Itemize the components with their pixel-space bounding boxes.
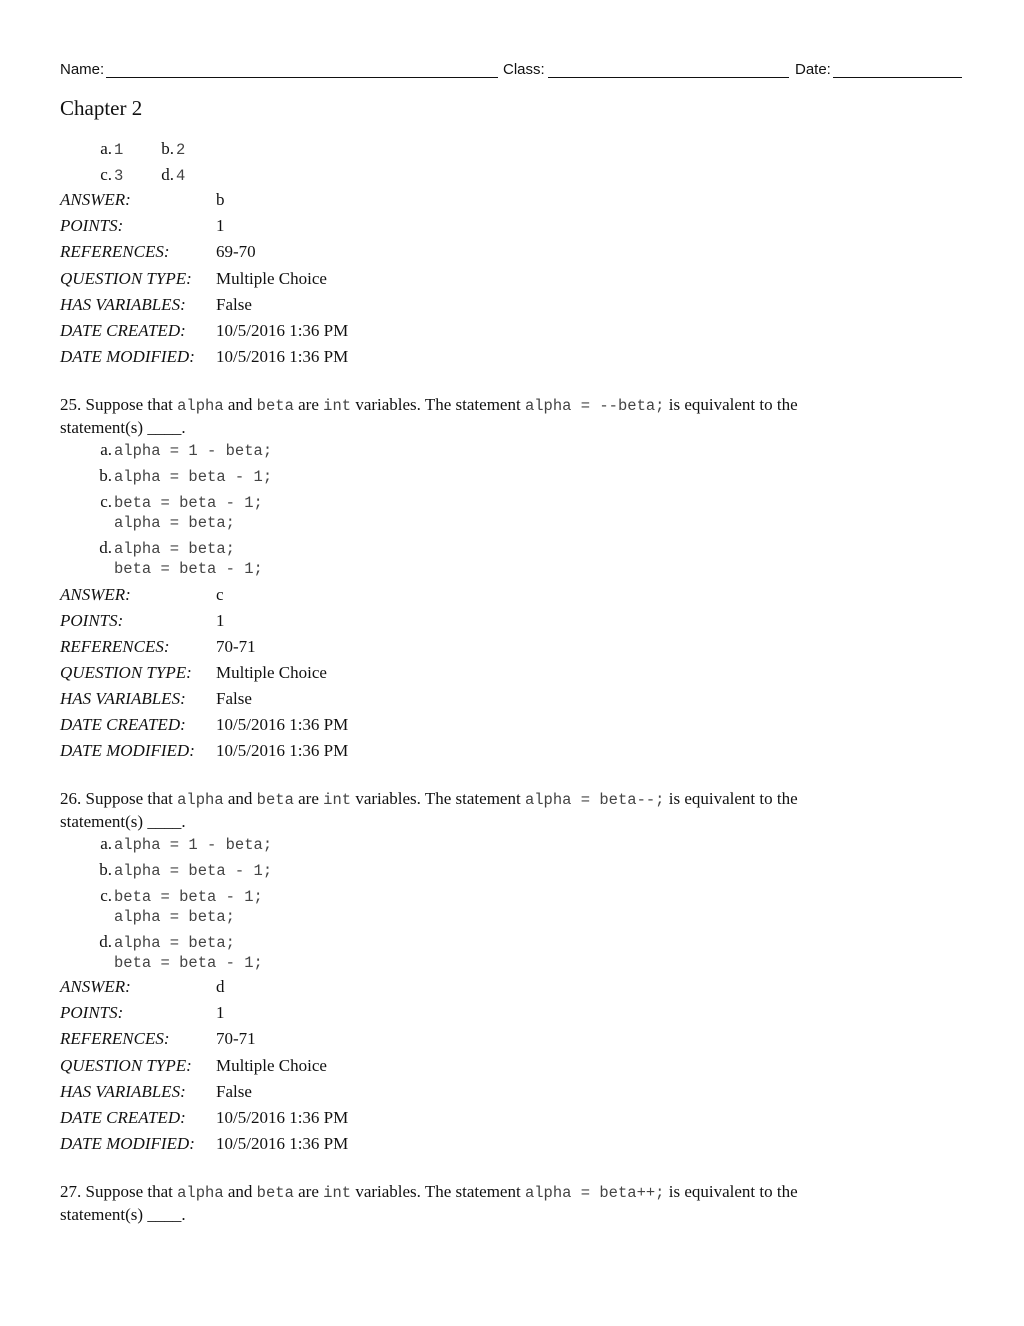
question-27	[60, 1181, 960, 1225]
date-label: Date:	[795, 61, 831, 78]
references-label: REFERENCES:	[60, 1029, 170, 1048]
date-modified-value: 10/5/2016 1:36 PM	[216, 347, 349, 366]
q24-option-a: a. 1	[100, 139, 124, 159]
points-label: POINTS:	[60, 216, 124, 235]
q25-option-c: c. beta = beta - 1; alpha = beta;	[100, 492, 263, 532]
q24-option-c: c. 3	[100, 165, 124, 185]
chapter-title: Chapter 2	[60, 96, 143, 120]
has-variables-label: HAS VARIABLES:	[60, 1082, 186, 1101]
question-type-label: QUESTION TYPE:	[60, 663, 192, 682]
has-variables-value: False	[216, 1082, 252, 1101]
question-26-stem-line2: statement(s) ____.	[60, 812, 186, 831]
question-type-label: QUESTION TYPE:	[60, 1056, 192, 1075]
has-variables-value: False	[216, 295, 252, 314]
points-label: POINTS:	[60, 1003, 124, 1022]
date-modified-value: 10/5/2016 1:36 PM	[216, 1134, 349, 1153]
references-value: 69-70	[216, 242, 256, 261]
date-modified-label: DATE MODIFIED:	[60, 741, 195, 760]
answer-value: d	[216, 977, 225, 996]
date-modified-value: 10/5/2016 1:36 PM	[216, 741, 349, 760]
answer-label: ANSWER:	[60, 190, 131, 209]
has-variables-label: HAS VARIABLES:	[60, 689, 186, 708]
class-line	[548, 77, 789, 78]
q25-option-b: b. alpha = beta - 1;	[99, 466, 273, 486]
references-label: REFERENCES:	[60, 242, 170, 261]
q24-option-b: b. 2	[161, 139, 186, 159]
has-variables-value: False	[216, 689, 252, 708]
date-modified-label: DATE MODIFIED:	[60, 347, 195, 366]
q24-option-d: d. 4	[161, 165, 186, 185]
name-line	[106, 77, 498, 78]
references-value: 70-71	[216, 637, 256, 656]
q25-option-d: d. alpha = beta; beta = beta - 1;	[99, 538, 263, 578]
date-created-value: 10/5/2016 1:36 PM	[216, 321, 349, 340]
q26-option-c: c. beta = beta - 1; alpha = beta;	[100, 886, 263, 926]
q26-option-a: a. alpha = 1 - beta;	[100, 834, 273, 854]
question-type-label: QUESTION TYPE:	[60, 269, 192, 288]
question-type-value: Multiple Choice	[216, 269, 327, 288]
points-value: 1	[216, 1003, 225, 1022]
has-variables-label: HAS VARIABLES:	[60, 295, 186, 314]
q26-option-b: b. alpha = beta - 1;	[99, 860, 273, 880]
question-27-stem: 27. Suppose that alpha and beta are int variables. The statement alpha = beta++; is equivalent to the	[60, 1182, 798, 1202]
class-label: Class:	[503, 61, 545, 78]
answer-value: c	[216, 585, 224, 604]
question-25-stem-line2: statement(s) ____.	[60, 418, 186, 437]
points-value: 1	[216, 216, 225, 235]
date-created-label: DATE CREATED:	[60, 715, 186, 734]
references-label: REFERENCES:	[60, 637, 170, 656]
question-type-value: Multiple Choice	[216, 1056, 327, 1075]
points-value: 1	[216, 611, 225, 630]
question-26-stem: 26. Suppose that alpha and beta are int variables. The statement alpha = beta--; is equivalent to the	[60, 789, 798, 809]
date-modified-label: DATE MODIFIED:	[60, 1134, 195, 1153]
question-type-value: Multiple Choice	[216, 663, 327, 682]
answer-value: b	[216, 190, 225, 209]
answer-label: ANSWER:	[60, 977, 131, 996]
question-27-stem-line2: statement(s) ____.	[60, 1205, 186, 1224]
name-label: Name:	[60, 61, 105, 78]
date-created-label: DATE CREATED:	[60, 321, 186, 340]
date-created-value: 10/5/2016 1:36 PM	[216, 715, 349, 734]
date-line	[833, 77, 962, 78]
answer-label: ANSWER:	[60, 585, 131, 604]
date-created-value: 10/5/2016 1:36 PM	[216, 1108, 349, 1127]
references-value: 70-71	[216, 1029, 256, 1048]
date-created-label: DATE CREATED:	[60, 1108, 186, 1127]
q26-option-d: d. alpha = beta; beta = beta - 1;	[99, 932, 263, 972]
question-25-stem: 25. Suppose that alpha and beta are int variables. The statement alpha = --beta; is equivalent to the	[60, 395, 798, 415]
q25-option-a: a. alpha = 1 - beta;	[100, 440, 273, 460]
question-25	[60, 394, 960, 438]
points-label: POINTS:	[60, 611, 124, 630]
student-header	[60, 60, 964, 80]
question-26	[60, 788, 960, 832]
